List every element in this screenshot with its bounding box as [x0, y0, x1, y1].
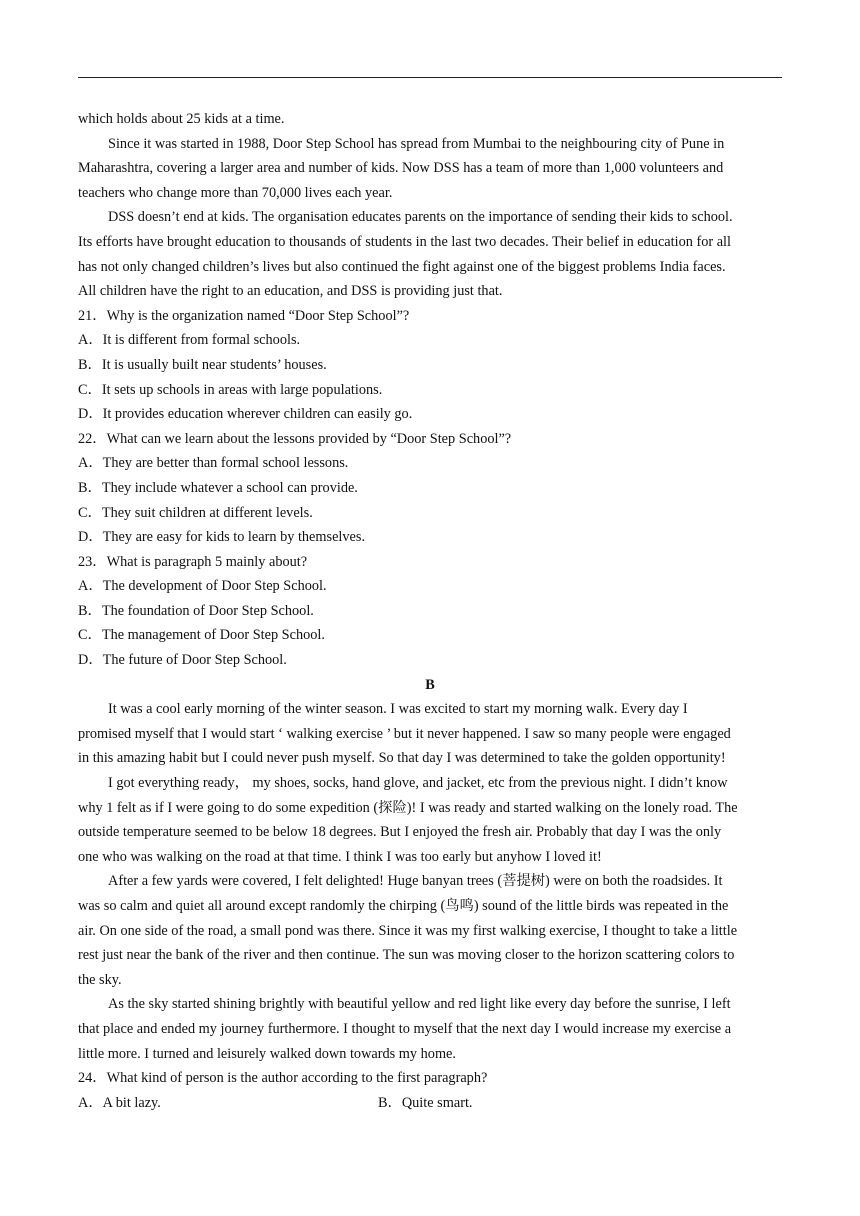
question-24-option-a: A．A bit lazy. — [78, 1094, 161, 1111]
header-rule — [78, 77, 782, 78]
question-23-option-d: D．The future of Door Step School. — [78, 652, 287, 669]
passage-b-line: After a few yards were covered, I felt delighted! Huge banyan trees (菩提树) were on both the roadsides. It — [108, 873, 723, 890]
question-21-option-d: D．It provides education wherever children can easily go. — [78, 406, 413, 423]
passage-b-line: that place and ended my journey furthermore. I thought to myself that the next day I would increase my exercise a — [78, 1020, 732, 1037]
question-21-option-a: A．It is different from formal schools. — [78, 332, 301, 349]
passage-a-line: Maharashtra, covering a larger area and number of kids. Now DSS has a team of more than 1,000 volunteers and — [78, 160, 724, 177]
question-22-option-a: A．They are better than formal school lessons. — [78, 455, 349, 472]
passage-a-line: All children have the right to an education, and DSS is providing just that. — [78, 283, 503, 300]
question-24-stem: 24．What kind of person is the author according to the first paragraph? — [78, 1070, 488, 1087]
passage-a-line: DSS doesn’t end at kids. The organisation educates parents on the importance of sending their kids to school. — [108, 209, 733, 226]
question-23-option-a: A．The development of Door Step School. — [78, 578, 327, 595]
passage-b-line: As the sky started shining brightly with beautiful yellow and red light like every day before the sunrise, I left — [108, 996, 731, 1013]
question-22-option-b: B．They include whatever a school can provide. — [78, 479, 358, 496]
question-21-option-b: B．It is usually built near students’ houses. — [78, 356, 327, 373]
question-23-option-b: B．The foundation of Door Step School. — [78, 602, 314, 619]
question-23-option-c: C．The management of Door Step School. — [78, 627, 325, 644]
question-22-option-c: C．They suit children at different levels. — [78, 504, 313, 521]
passage-b-line: little more. I turned and leisurely walked down towards my home. — [78, 1045, 456, 1062]
passage-a-line: which holds about 25 kids at a time. — [78, 111, 285, 127]
passage-b-line: It was a cool early morning of the winter season. I was excited to start my morning walk. Every day I — [108, 701, 688, 718]
question-22-stem: 22．What can we learn about the lessons provided by “Door Step School”? — [78, 430, 512, 447]
passage-b-line: I got everything ready， my shoes, socks, hand glove, and jacket, etc from the previous night. I didn’t know — [108, 775, 728, 792]
question-22-option-d: D．They are easy for kids to learn by themselves. — [78, 529, 366, 546]
passage-a-line: Since it was started in 1988, Door Step School has spread from Mumbai to the neighbouring city of Pune in — [108, 135, 725, 152]
passage-b-line: rest just near the bank of the river and then continue. The sun was moving closer to the horizon scattering colors to — [78, 947, 735, 964]
passage-b-line: why 1 felt as if I were going to do some expedition (探险)! I was ready and started walking on the lonely road. The — [78, 799, 738, 816]
page-content — [78, 107, 782, 1115]
passage-b-line: the sky. — [78, 971, 122, 988]
passage-b-line: outside temperature seemed to be below 18 degrees. But I enjoyed the fresh air. Probably that day I was the only — [78, 824, 722, 841]
question-24-option-b: B．Quite smart. — [378, 1094, 473, 1111]
passage-b-heading: B — [425, 676, 435, 693]
question-21-option-c: C．It sets up schools in areas with large populations. — [78, 381, 383, 398]
passage-b-line: in this amazing habit but I could never push myself. So that day I was determined to take the golden opportunity! — [78, 750, 726, 767]
question-24-options-row — [78, 1091, 782, 1116]
passage-b-line: one who was walking on the road at that time. I think I was too early but anyhow I loved it! — [78, 848, 602, 865]
passage-a-line: Its efforts have brought education to thousands of students in the last two decades. Their belief in education for all — [78, 233, 731, 250]
question-21-stem: 21．Why is the organization named “Door Step School”? — [78, 307, 410, 324]
passage-a-line: teachers who change more than 70,000 lives each year. — [78, 184, 393, 201]
question-23-stem: 23．What is paragraph 5 mainly about? — [78, 553, 308, 570]
passage-b-line: was so calm and quiet all around except randomly the chirping (鸟鸣) sound of the little birds was repeated in the — [78, 898, 729, 914]
passage-b-line: air. On one side of the road, a small pond was there. Since it was my first walking exercise, I thought to take a little — [78, 922, 738, 939]
passage-a-line: has not only changed children’s lives but also continued the fight against one of the biggest problems India faces. — [78, 258, 726, 275]
passage-b-line: promised myself that I would start ‘ walking exercise ’ but it never happened. I saw so many people were engaged — [78, 725, 731, 742]
